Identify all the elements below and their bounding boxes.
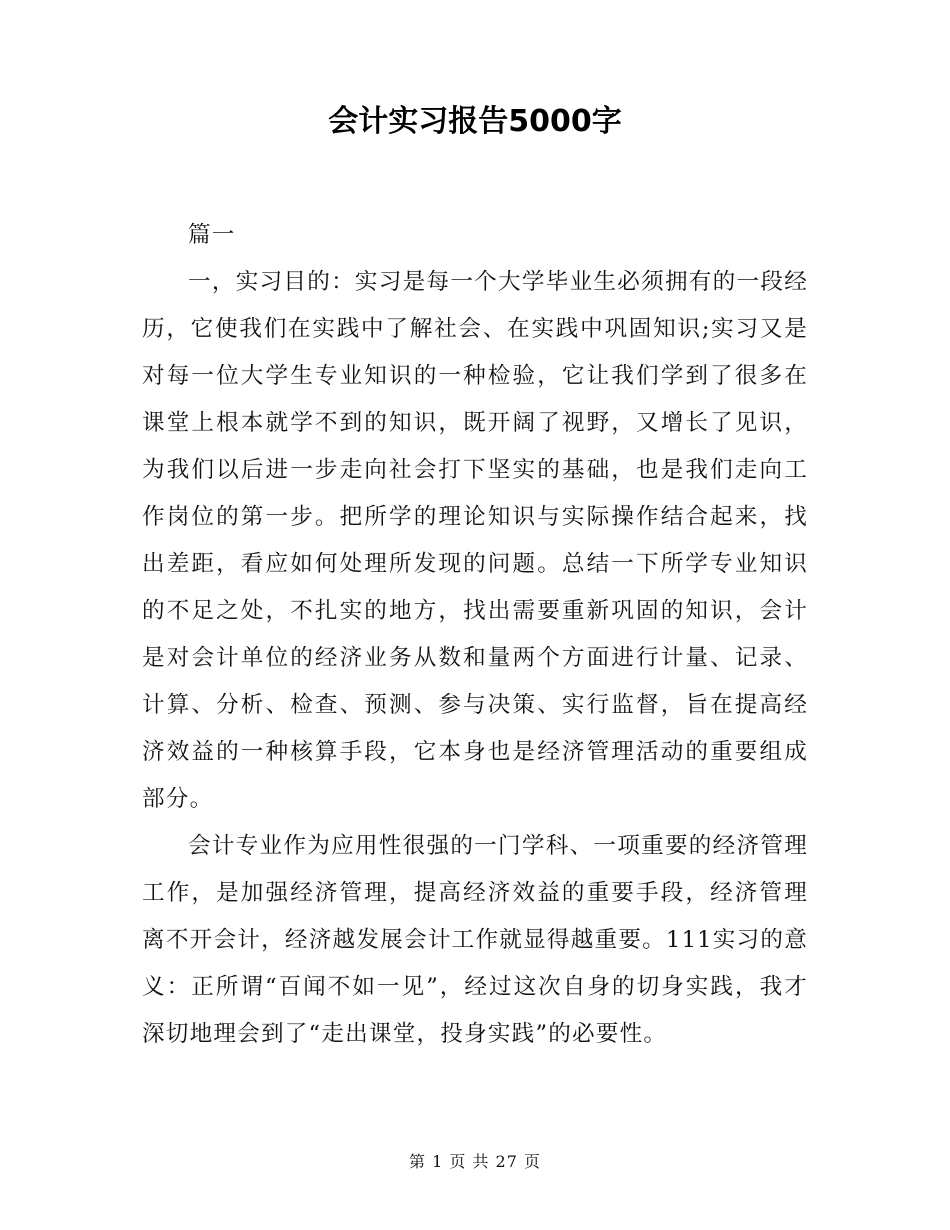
document-body <box>142 212 808 1058</box>
document-title: 会计实习报告5000字 <box>328 104 622 139</box>
section-heading: 篇一 <box>188 222 236 248</box>
page-footer: 第 1 页 共 27 页 <box>409 1152 541 1171</box>
body-paragraph: 会计专业作为应用性很强的一门学科、一项重要的经济管理工作，是加强经济管理，提高经济效益的重要手段，经济管理离不开会计，经济越发展会计工作就显得越重要。111实习的意义：正所谓“百闻不如一见”，经过这次自身的切身实践，我才深切地理会到了“走出课堂，投身实践”的必要性。 <box>142 833 808 1047</box>
body-paragraph: 一，实习目的：实习是每一个大学毕业生必须拥有的一段经历，它使我们在实践中了解社会、在实践中巩固知识;实习又是对每一位大学生专业知识的一种检验，它让我们学到了很多在课堂上根本就学不到的知识，既开阔了视野，又增长了见识，为我们以后进一步走向社会打下坚实的基础，也是我们走向工作岗位的第一步。把所学的理论知识与实际操作结合起来，找出差距，看应如何处理所发现的问题。总结一下所学专业知识的不足之处，不扎实的地方，找出需要重新巩固的知识，会计是对会计单位的经济业务从数和量两个方面进行计量、记录、计算、分析、检查、预测、参与决策、实行监督，旨在提高经济效益的一种核算手段，它本身也是经济管理活动的重要组成部分。 <box>142 269 808 812</box>
